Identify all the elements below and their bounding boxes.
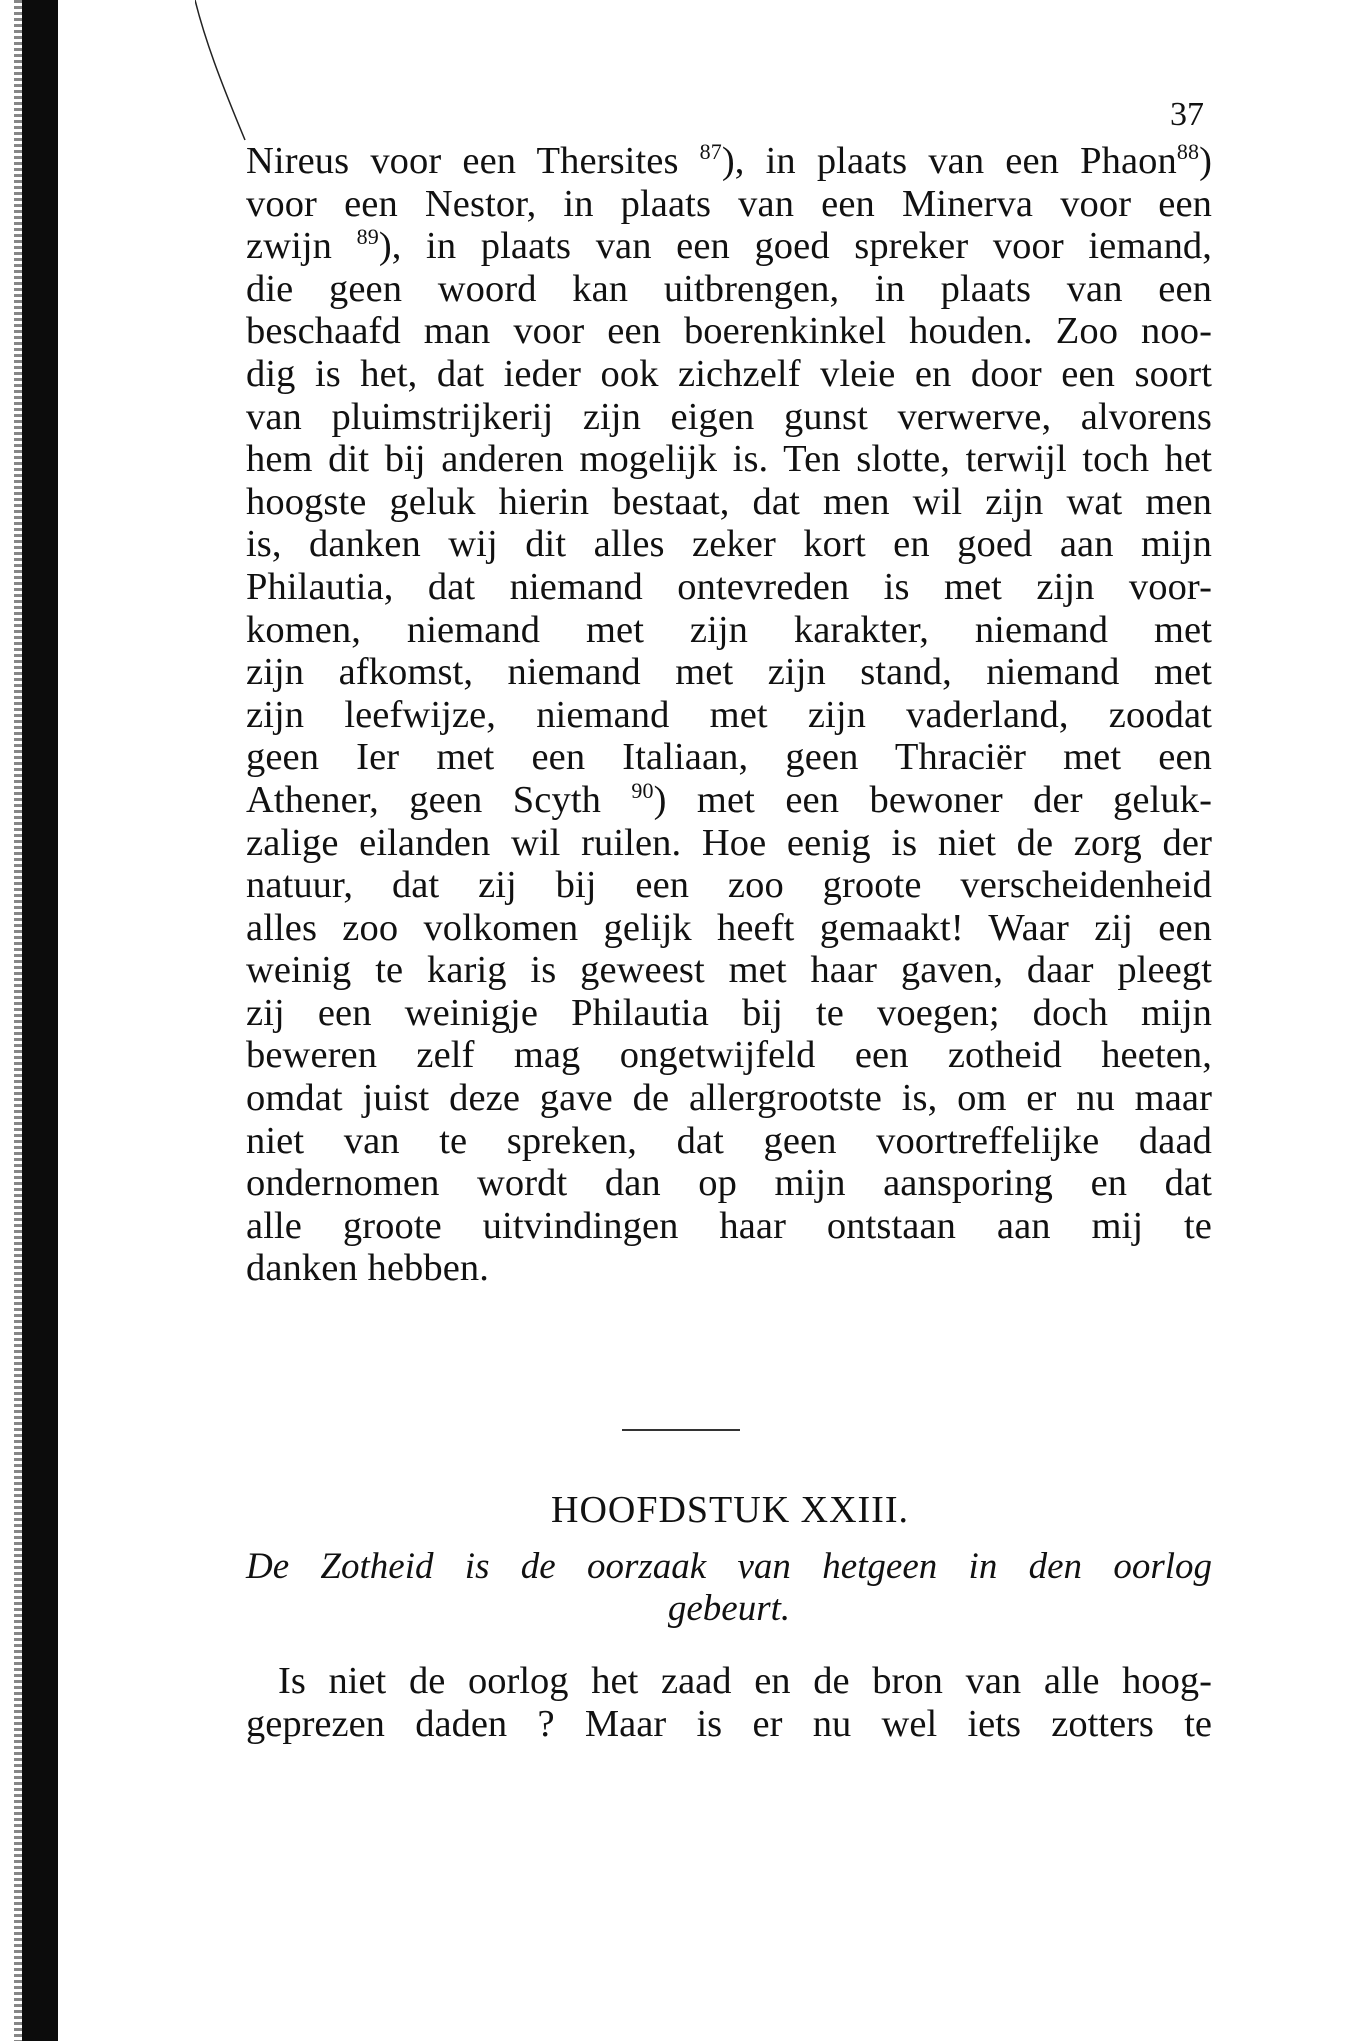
text-line: weinig te karig is geweest met haar gaven, daar pleegt: [246, 949, 1212, 992]
text-line: Is niet de oorlog het zaad en de bron van alle hoog-: [278, 1660, 1212, 1702]
text-line: hoogste geluk hierin bestaat, dat men wil zijn wat men: [246, 480, 1212, 523]
footnote-ref[interactable]: 87: [699, 139, 722, 164]
page-number: 37: [1170, 96, 1204, 133]
text-line: van pluimstrijkerij zijn eigen gunst verwerve, alvorens: [246, 395, 1212, 438]
text-line: beweren zelf mag ongetwijfeld een zotheid heeten,: [246, 1034, 1212, 1077]
text-line: voor een Nestor, in plaats van een Minerva voor een: [246, 182, 1212, 225]
text-line: ondernomen wordt dan op mijn aansporing en dat: [246, 1162, 1212, 1205]
text-line: geen Ier met een Italiaan, geen Thraciër met een: [246, 736, 1212, 779]
text-line: niet van te spreken, dat geen voortreffelijke daad: [246, 1119, 1212, 1162]
body-paragraph: [246, 140, 1212, 1290]
text-line: alles zoo volkomen gelijk heeft gemaakt! Waar zij een: [246, 906, 1212, 949]
subtitle-line: De Zotheid is de oorzaak van hetgeen in den oorlog: [246, 1546, 1212, 1587]
book-binding-shadow: [22, 0, 58, 2041]
text-line: is, danken wij dit alles zeker kort en goed aan mijn: [246, 523, 1212, 566]
text-line: Nireus voor een Thersites $^{87}$), in plaats van een Phaon$^{88}$): [246, 139, 1212, 182]
footnote-ref[interactable]: 90: [631, 777, 654, 803]
text-line: geprezen daden ? Maar is er nu wel iets zotters te: [246, 1702, 1212, 1745]
opening-paragraph: [246, 1660, 1212, 1745]
subtitle-line: gebeurt.: [667, 1588, 791, 1629]
text-line: dig is het, dat ieder ook zichzelf vleie en door een soort: [246, 352, 1212, 395]
footnote-ref[interactable]: 88: [1176, 139, 1200, 164]
footnote-ref[interactable]: 89: [356, 224, 379, 250]
text-line: Athener, geen Scyth $^{90}$) met een bewoner der geluk-: [246, 777, 1212, 821]
text-line: zalige eilanden wil ruilen. Hoe eenig is niet de zorg der: [246, 821, 1212, 864]
text-line: omdat juist deze gave de allergrootste is, om er nu maar: [246, 1077, 1212, 1120]
text-line: hem dit bij anderen mogelijk is. Ten slotte, terwijl toch het: [246, 438, 1212, 481]
text-line: Philautia, dat niemand ontevreden is met zijn voor-: [246, 565, 1212, 608]
text-line: danken hebben.: [246, 1247, 490, 1290]
text-line: alle groote uitvindingen haar ontstaan aan mij te: [246, 1204, 1212, 1247]
text-line: komen, niemand met zijn karakter, niemand met: [246, 608, 1212, 651]
chapter-subtitle: [246, 1546, 1212, 1630]
text-line: zij een weinigje Philautia bij te voegen; doch mijn: [246, 991, 1212, 1034]
section-divider: [622, 1429, 740, 1431]
text-line: beschaafd man voor een boerenkinkel houden. Zoo noo-: [246, 310, 1212, 353]
text-line: zijn leefwijze, niemand met zijn vaderland, zoodat: [246, 693, 1212, 736]
chapter-heading: HOOFDSTUK XXIII.: [551, 1489, 909, 1531]
text-line: natuur, dat zij bij een zoo groote verscheidenheid: [246, 864, 1212, 907]
page-crease-line: [195, 0, 255, 150]
text-line: zwijn $^{89}$), in plaats van een goed spreker voor iemand,: [246, 224, 1212, 268]
text-line: die geen woord kan uitbrengen, in plaats van een: [246, 267, 1212, 310]
text-line: zijn afkomst, niemand met zijn stand, niemand met: [246, 651, 1212, 694]
